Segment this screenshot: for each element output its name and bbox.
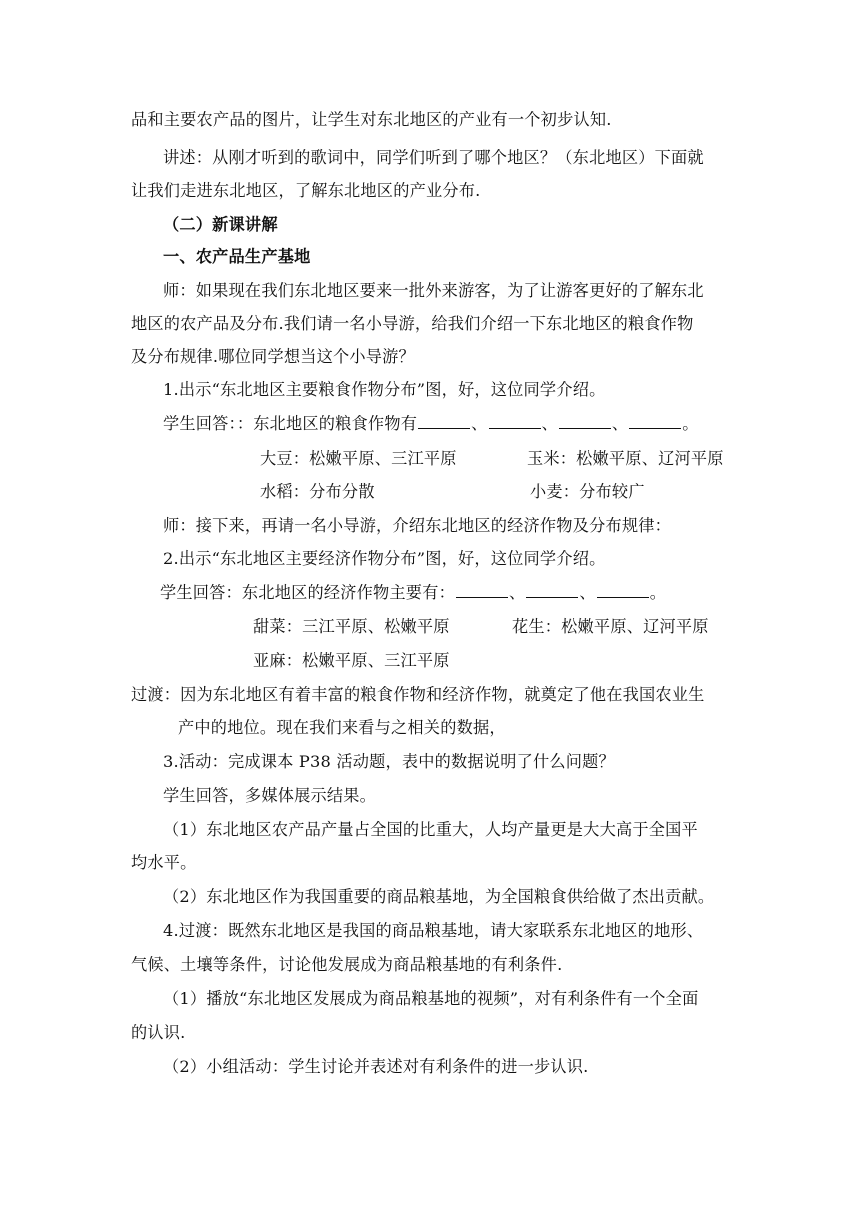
subsection-heading: 一、农产品生产基地 <box>163 247 311 266</box>
crop-item: 玉米：松嫩平原、辽河平原 <box>527 449 724 468</box>
text-line: 及分布规律.哪位同学想当这个小导游？ <box>131 347 415 366</box>
text-line: （2）东北地区作为我国重要的商品粮基地，为全国粮食供给做了杰出贡献。 <box>163 887 715 906</box>
crop-item: 花生：松嫩平原、辽河平原 <box>512 617 709 636</box>
text-line: 师：接下来，再请一名小导游，介绍东北地区的经济作物及分布规律： <box>163 516 672 535</box>
text-line: 让我们走进东北地区，了解东北地区的产业分布. <box>131 181 481 200</box>
section-heading: （二）新课讲解 <box>163 215 278 234</box>
text-line: 气候、土壤等条件，讨论他发展成为商品粮基地的有利条件. <box>131 955 563 974</box>
crop-item: 小麦：分布较广 <box>530 482 645 501</box>
text-line: （1）东北地区农产品产量占全国的比重大，人均产量更是大大高于全国平 <box>163 820 698 839</box>
answer-blank[interactable] <box>418 413 470 429</box>
crop-item: 大豆：松嫩平原、三江平原 <box>260 449 457 468</box>
answer-blank[interactable] <box>559 413 611 429</box>
separator: 、 <box>611 414 629 433</box>
text-line: 的认识. <box>131 1023 186 1042</box>
text-line: 2.出示“东北地区主要经济作物分布”图，好，这位同学介绍。 <box>163 549 606 568</box>
text-line: 4.过渡：既然东北地区是我国的商品粮基地，请大家联系东北地区的地形、 <box>163 921 704 940</box>
text-line: （1）播放“东北地区发展成为商品粮基地的视频”，对有利条件有一个全面 <box>163 989 699 1008</box>
crop-item: 甜菜：三江平原、松嫩平原 <box>253 617 450 636</box>
text-line: 产中的地位。现在我们来看与之相关的数据， <box>178 718 506 737</box>
separator: 、 <box>508 583 526 602</box>
answer-blank[interactable] <box>456 582 508 598</box>
fill-in-line <box>160 582 666 604</box>
text-line: 均水平。 <box>131 853 197 872</box>
answer-blank[interactable] <box>489 413 541 429</box>
period: 。 <box>682 414 699 433</box>
text-line: 学生回答，多媒体展示结果。 <box>163 786 377 805</box>
period: 。 <box>649 583 667 602</box>
text-line: 3.活动：完成课本 P38 活动题，表中的数据说明了什么问题？ <box>163 752 615 771</box>
text-line: 过渡：因为东北地区有着丰富的粮食作物和经济作物，就奠定了他在我国农业生 <box>131 685 705 704</box>
crop-item: 亚麻：松嫩平原、三江平原 <box>253 651 450 670</box>
text-line: 师：如果现在我们东北地区要来一批外来游客，为了让游客更好的了解东北 <box>163 281 704 300</box>
answer-blank[interactable] <box>597 582 649 598</box>
fill-in-line <box>163 413 699 435</box>
fill-in-prompt: 学生回答：：东北地区的粮食作物有 <box>163 414 418 433</box>
answer-blank[interactable] <box>526 582 578 598</box>
crop-item: 水稻：分布分散 <box>260 482 375 501</box>
text-line: 品和主要农产品的图片，让学生对东北地区的产业有一个初步认知. <box>131 110 612 129</box>
text-line: 地区的农产品及分布.我们请一名小导游，给我们介绍一下东北地区的粮食作物 <box>131 314 694 333</box>
text-line: 1.出示“东北地区主要粮食作物分布”图，好，这位同学介绍。 <box>163 380 606 399</box>
separator: 、 <box>541 414 558 433</box>
separator: 、 <box>471 414 488 433</box>
answer-blank[interactable] <box>629 413 681 429</box>
text-line: 讲述：从刚才听到的歌词中，同学们听到了哪个地区？（东北地区）下面就 <box>163 148 704 167</box>
fill-in-prompt: 学生回答：东北地区的经济作物主要有： <box>160 583 455 602</box>
separator: 、 <box>579 583 596 602</box>
text-line: （2）小组活动：学生讨论并表述对有利条件的进一步认识. <box>163 1057 589 1076</box>
